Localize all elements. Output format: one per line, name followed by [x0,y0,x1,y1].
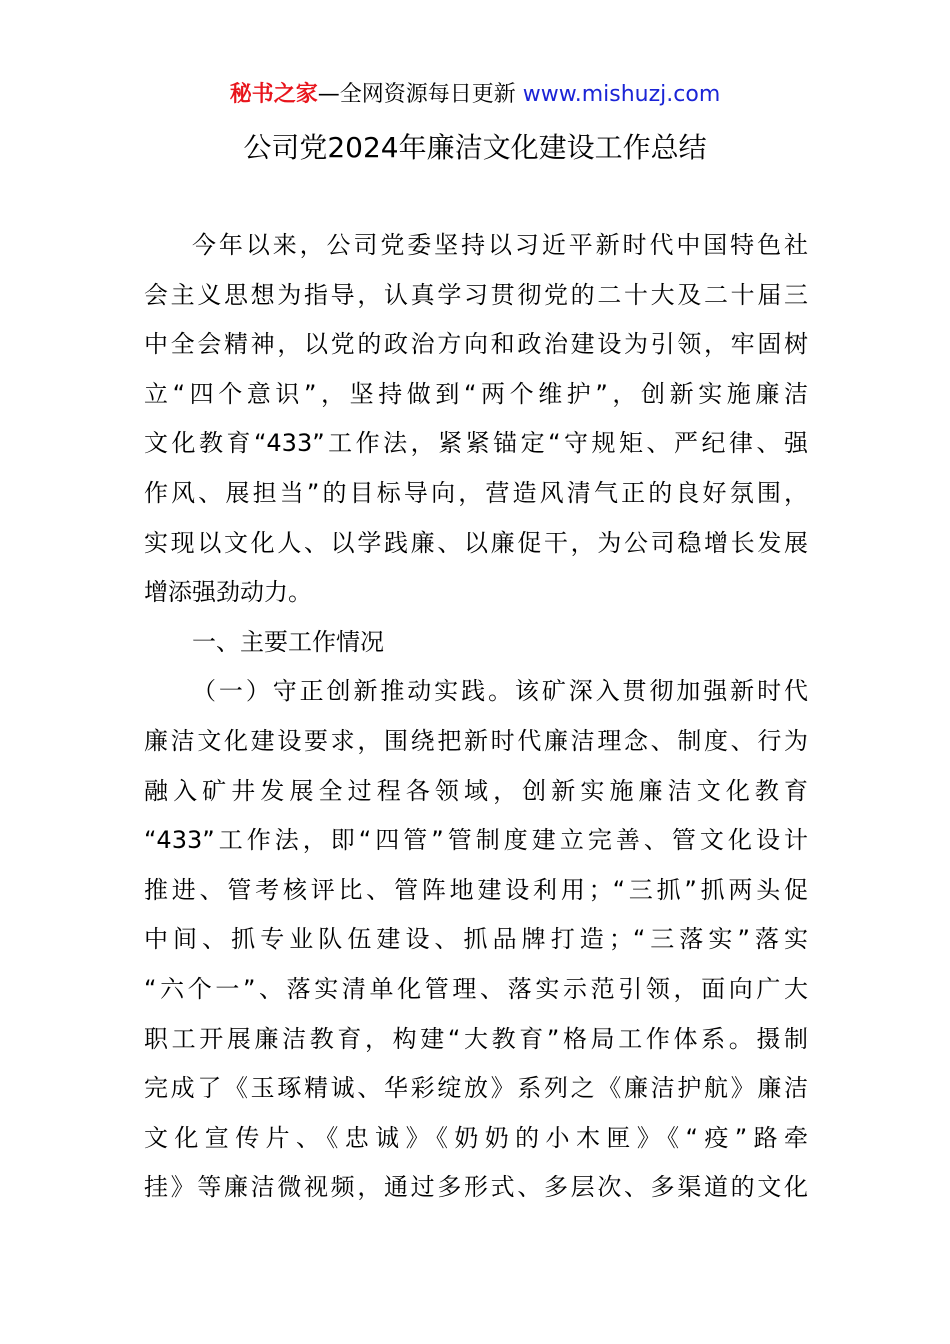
paragraph-line: 立“四个意识”，坚持做到“两个维护”，创新实施廉洁 [144,379,808,408]
paragraph-line: 挂》等廉洁微视频，通过多形式、多层次、多渠道的文化 [144,1173,808,1202]
paragraph-line: 会主义思想为指导，认真学习贯彻党的二十大及二十届三 [144,280,808,309]
site-header [0,80,950,110]
paragraph-line: 文化教育“433”工作法，紧紧锚定“守规矩、严纪律、强 [144,429,808,458]
paragraph-line: “六个一”、落实清单化管理、落实示范引领，面向广大 [144,974,808,1003]
paragraph-line: 实现以文化人、以学践廉、以廉促干，为公司稳增长发展 [144,528,808,557]
paragraph-line: 中全会精神，以党的政治方向和政治建设为引领，牢固树 [144,330,808,359]
paragraph-line: 职工开展廉洁教育，构建“大教育”格局工作体系。摄制 [144,1024,808,1053]
paragraph-line: 今年以来，公司党委坚持以习近平新时代中国特色社 [192,231,808,259]
paragraph-line: 推进、管考核评比、管阵地建设利用；“三抓”抓两头促 [144,875,808,904]
paragraph-line: 融入矿井发展全过程各领域，创新实施廉洁文化教育 [144,776,808,805]
paragraph-line: 增添强劲动力。 [144,578,312,607]
paragraph-line: 廉洁文化建设要求，围绕把新时代廉洁理念、制度、行为 [144,726,808,755]
site-brand: 秘书之家 [229,82,318,107]
document-title: 公司党2024年廉洁文化建设工作总结 [243,131,707,164]
section-heading: 一、主要工作情况 [192,627,384,656]
paragraph-line: 中间、抓专业队伍建设、抓品牌打造；“三落实”落实 [144,925,808,954]
paragraph-line: 文化宣传片、《忠诚》《奶奶的小木匣》《“疫”路牵 [144,1123,808,1152]
document-body [144,221,808,1213]
site-url-link[interactable]: www.mishuzj.com [522,82,721,107]
paragraph-line: 作风、展担当”的目标导向，营造风清气正的良好氛围， [144,478,808,507]
paragraph-line: （一）守正创新推动实践。该矿深入贯彻加强新时代 [192,677,808,706]
site-tagline: —全网资源每日更新 [317,82,516,107]
paragraph-line: 完成了《玉琢精诚、华彩绽放》系列之《廉洁护航》廉洁 [144,1074,808,1103]
paragraph-line: “433”工作法，即“四管”管制度建立完善、管文化设计 [144,826,808,855]
